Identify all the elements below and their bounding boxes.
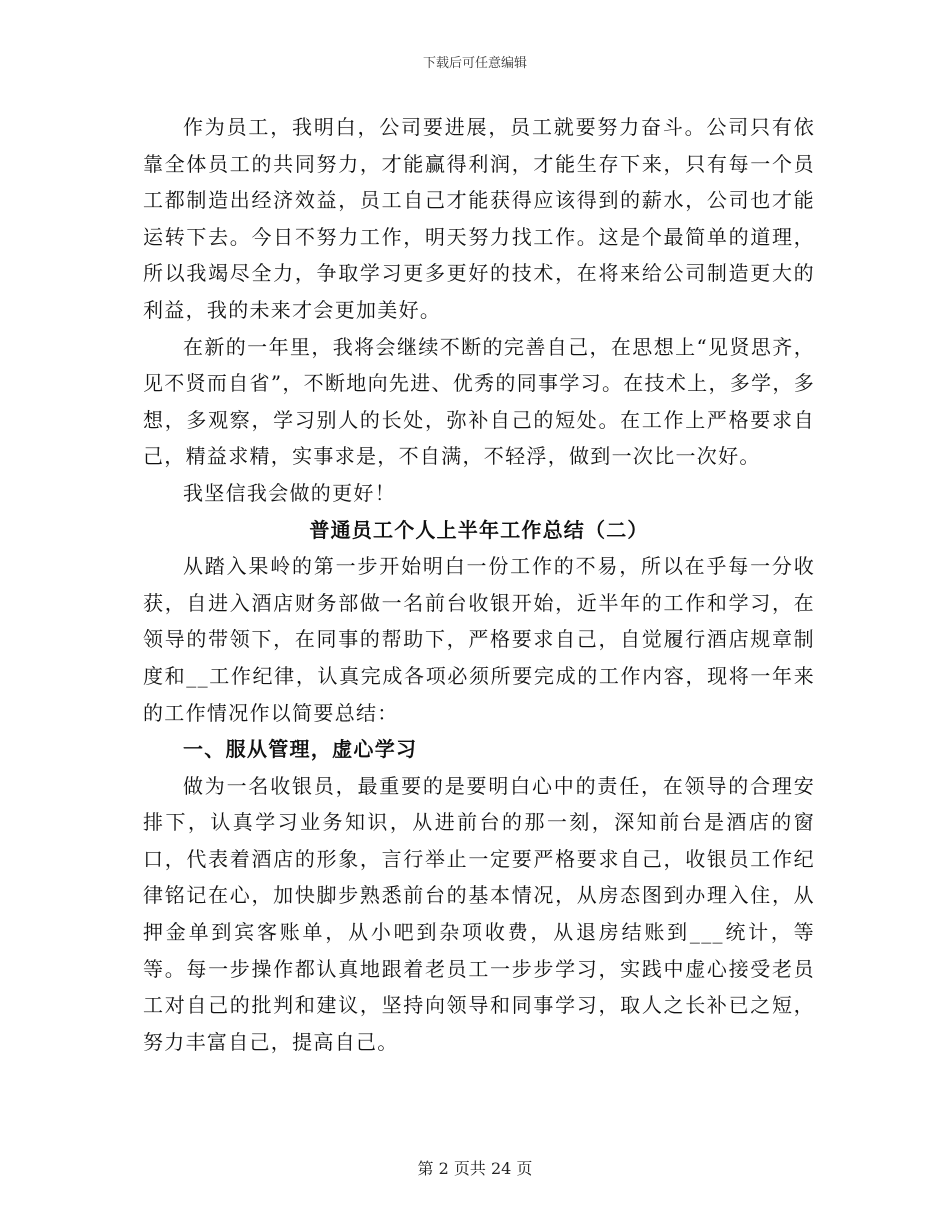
paragraph-section-intro: 从踏入果岭的第一步开始明白一份工作的不易，所以在乎每一分收获，自进入酒店财务部做一名前台收银开始，近半年的工作和学习，在领导的带领下，在同事的帮助下，严格要求自己，自觉履行酒店规章制度和__工作纪律，认真完成各项必须所要完成的工作内容，现将一年来的工作情况作以简要总结： <box>143 554 815 725</box>
page-header: 下载后可任意编辑 <box>422 56 527 71</box>
paragraph-employee-effort: 作为员工，我明白，公司要进展，员工就要努力奋斗。公司只有依靠全体员工的共同努力，才能赢得利润，才能生存下来，只有每一个员工都制造出经济效益，员工自己才能获得应该得到的薪水，公司也才能运转下去。今日不努力工作，明天努力找工作。这是个最简单的道理，所以我竭尽全力，争取学习更多更好的技术，在将来给公司制造更大的利益，我的未来才会更加美好。 <box>143 115 815 322</box>
paragraph-confidence: 我坚信我会做的更好！ <box>183 480 396 505</box>
document-body <box>143 109 815 1060</box>
section-title: 普通员工个人上半年工作总结（二） <box>309 517 649 542</box>
paragraph-cashier-duty: 做为一名收银员，最重要的是要明白心中的责任，在领导的合理安排下，认真学习业务知识，从进前台的那一刻，深知前台是酒店的窗口，代表着酒店的形象，言行举止一定要严格要求自己，收银员工作纪律铭记在心，加快脚步熟悉前台的基本情况，从房态图到办理入住，从押金单到宾客账单，从小吧到杂项收费，从退房结账到___统计，等等。每一步操作都认真地跟着老员工一步步学习，实践中虚心接受老员工对自己的批判和建议，坚持向领导和同事学习，取人之长补已之短，努力丰富自己，提高自己。 <box>143 773 815 1054</box>
heading-obey-management: 一、服从管理，虚心学习 <box>183 737 418 762</box>
paragraph-new-year-plan: 在新的一年里，我将会继续不断的完善自己，在思想上“见贤思齐，见不贤而自省”，不断地向先进、优秀的同事学习。在技术上，多学，多想，多观察，学习别人的长处，弥补自己的短处。在工作上严格要求自己，精益求精，实事求是，不自满，不轻浮，做到一次比一次好。 <box>143 334 815 469</box>
page-footer: 第 2 页共 24 页 <box>417 1159 533 1178</box>
